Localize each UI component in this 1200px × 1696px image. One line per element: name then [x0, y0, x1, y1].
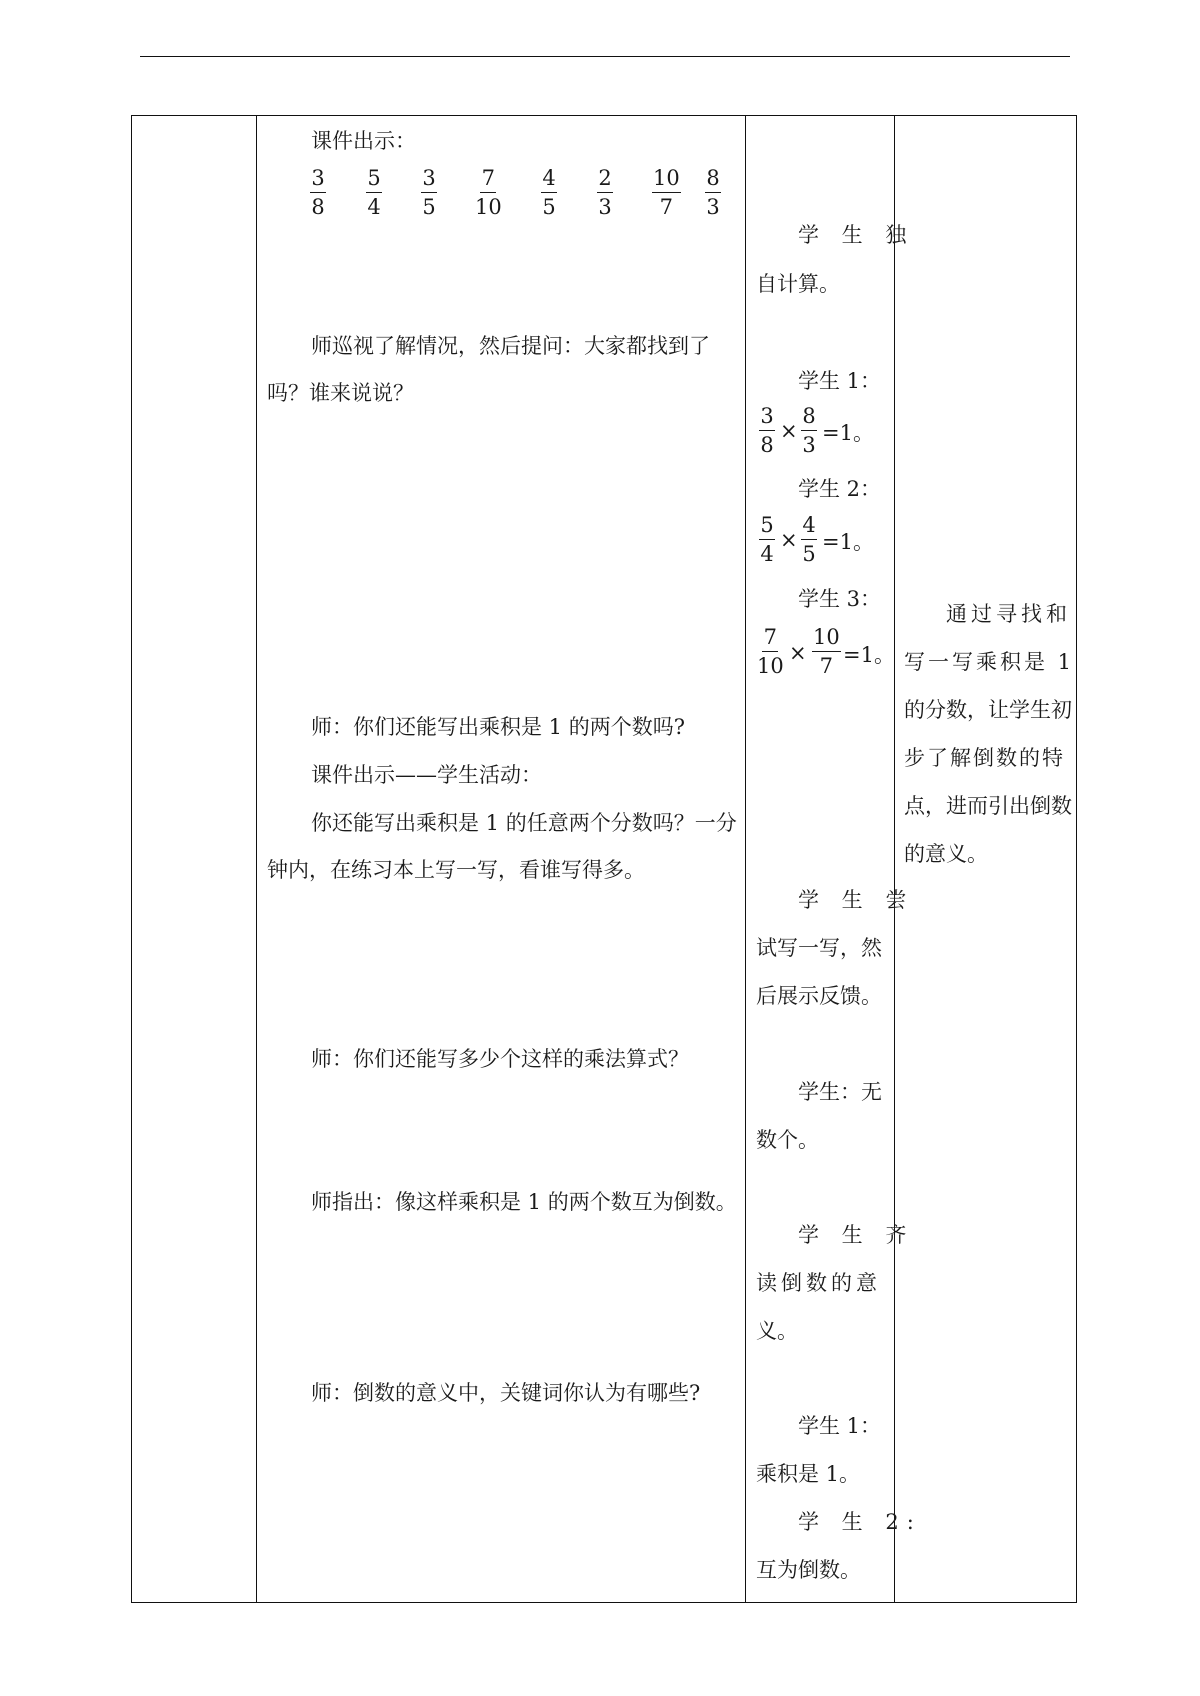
header-rule — [140, 56, 1070, 57]
student-note-4-line-3: 义。 — [756, 1319, 798, 1343]
student-note-6-line-1: 学 生 2: — [798, 1510, 922, 1534]
multiply-sign: × — [789, 641, 807, 665]
fraction-denominator: 4 — [367, 195, 381, 219]
student-2-label: 学生 2： — [798, 477, 882, 501]
fraction-denominator: 7 — [819, 654, 834, 678]
equation-result: =1。 — [843, 643, 895, 667]
student-note-3-line-1: 学生：无 — [798, 1080, 882, 1104]
student-note-4-line-2: 读倒数的意 — [756, 1271, 881, 1295]
intent-line-4: 步了解倒数的特 — [904, 746, 1065, 770]
fraction-numerator: 5 — [759, 513, 775, 540]
fraction-item — [421, 166, 437, 219]
student-note-3-line-2: 数个。 — [756, 1128, 819, 1152]
multiply-sign: × — [780, 419, 798, 443]
fraction-item — [366, 166, 382, 219]
fraction-denominator: 3 — [706, 195, 720, 219]
student-note-1-line-2: 自计算。 — [756, 272, 840, 296]
student-note-1-line-1: 学 生 独 — [798, 223, 915, 247]
student-1-label: 学生 1： — [798, 369, 882, 393]
student-note-4-line-1: 学 生 齐 — [798, 1223, 915, 1247]
student-note-5-line-2: 乘积是 1。 — [756, 1462, 861, 1486]
fraction-numerator: 4 — [541, 166, 557, 193]
fraction-numerator: 3 — [310, 166, 326, 193]
process-paragraph-5: 师：你们还能写多少个这样的乘法算式？ — [311, 1047, 689, 1071]
fraction-numerator: 3 — [421, 166, 437, 193]
fraction-item — [801, 404, 817, 457]
student-note-6-line-2: 互为倒数。 — [756, 1558, 861, 1582]
fraction-numerator: 4 — [801, 513, 817, 540]
fraction-item — [812, 625, 841, 678]
process-paragraph-3: 课件出示——学生活动： — [311, 763, 542, 787]
fraction-denominator: 5 — [422, 195, 436, 219]
fraction-denominator: 4 — [760, 542, 774, 566]
fraction-item — [759, 513, 775, 566]
intent-line-5: 点，进而引出倒数 — [904, 794, 1072, 818]
fraction-item — [475, 166, 502, 219]
student-note-2-line-1: 学 生 尝 — [798, 888, 915, 912]
fraction-denominator: 10 — [757, 654, 784, 678]
fraction-item — [310, 166, 326, 219]
process-paragraph-4-line-1: 你还能写出乘积是 1 的任意两个分数吗？一分 — [311, 811, 737, 835]
intent-line-6: 的意义。 — [904, 842, 988, 866]
process-paragraph-6: 师指出：像这样乘积是 1 的两个数互为倒数。 — [311, 1190, 737, 1214]
courseware-label: 课件出示： — [311, 129, 416, 153]
equation-result: =1。 — [822, 530, 874, 554]
fraction-item — [705, 166, 721, 219]
fraction-item — [597, 166, 613, 219]
process-paragraph-1-line-2: 吗？谁来说说？ — [267, 381, 414, 405]
fraction-denominator: 8 — [760, 433, 774, 457]
process-paragraph-1-line-1: 师巡视了解情况，然后提问：大家都找到了 — [311, 334, 710, 358]
process-paragraph-7: 师：倒数的意义中，关键词你认为有哪些? — [311, 1381, 701, 1405]
table-col-student — [745, 115, 895, 1603]
fraction-item — [801, 513, 817, 566]
table-col-stage — [131, 115, 257, 1603]
student-3-label: 学生 3： — [798, 587, 882, 611]
fraction-numerator: 2 — [597, 166, 613, 193]
student-1b-label: 学生 1： — [798, 1414, 882, 1438]
fraction-item — [541, 166, 557, 219]
fraction-denominator: 7 — [659, 195, 674, 219]
fraction-item — [759, 404, 775, 457]
fraction-item — [652, 166, 681, 219]
process-paragraph-4-line-2: 钟内，在练习本上写一写，看谁写得多。 — [267, 858, 645, 882]
fraction-numerator: 3 — [759, 404, 775, 431]
fraction-numerator: 7 — [762, 625, 778, 652]
process-paragraph-2: 师：你们还能写出乘积是 1 的两个数吗? — [311, 715, 685, 739]
fraction-denominator: 5 — [542, 195, 556, 219]
fraction-numerator: 10 — [652, 166, 681, 193]
fraction-numerator: 5 — [366, 166, 382, 193]
intent-line-2: 写一写乘积是 1 — [904, 650, 1075, 674]
fraction-item — [757, 625, 784, 678]
intent-line-1: 通过寻找和 — [946, 602, 1071, 626]
student-note-2-line-3: 后展示反馈。 — [756, 984, 882, 1008]
fraction-denominator: 3 — [802, 433, 816, 457]
intent-line-3: 的分数，让学生初 — [904, 698, 1072, 722]
fraction-denominator: 10 — [475, 195, 502, 219]
fraction-numerator: 10 — [812, 625, 841, 652]
fraction-denominator: 8 — [311, 195, 325, 219]
student-note-2-line-2: 试写一写，然 — [756, 936, 882, 960]
fraction-denominator: 5 — [802, 542, 816, 566]
multiply-sign: × — [780, 528, 798, 552]
fraction-numerator: 7 — [480, 166, 496, 193]
fraction-denominator: 3 — [598, 195, 612, 219]
equation-result: =1。 — [822, 421, 874, 445]
fraction-numerator: 8 — [801, 404, 817, 431]
fraction-numerator: 8 — [705, 166, 721, 193]
